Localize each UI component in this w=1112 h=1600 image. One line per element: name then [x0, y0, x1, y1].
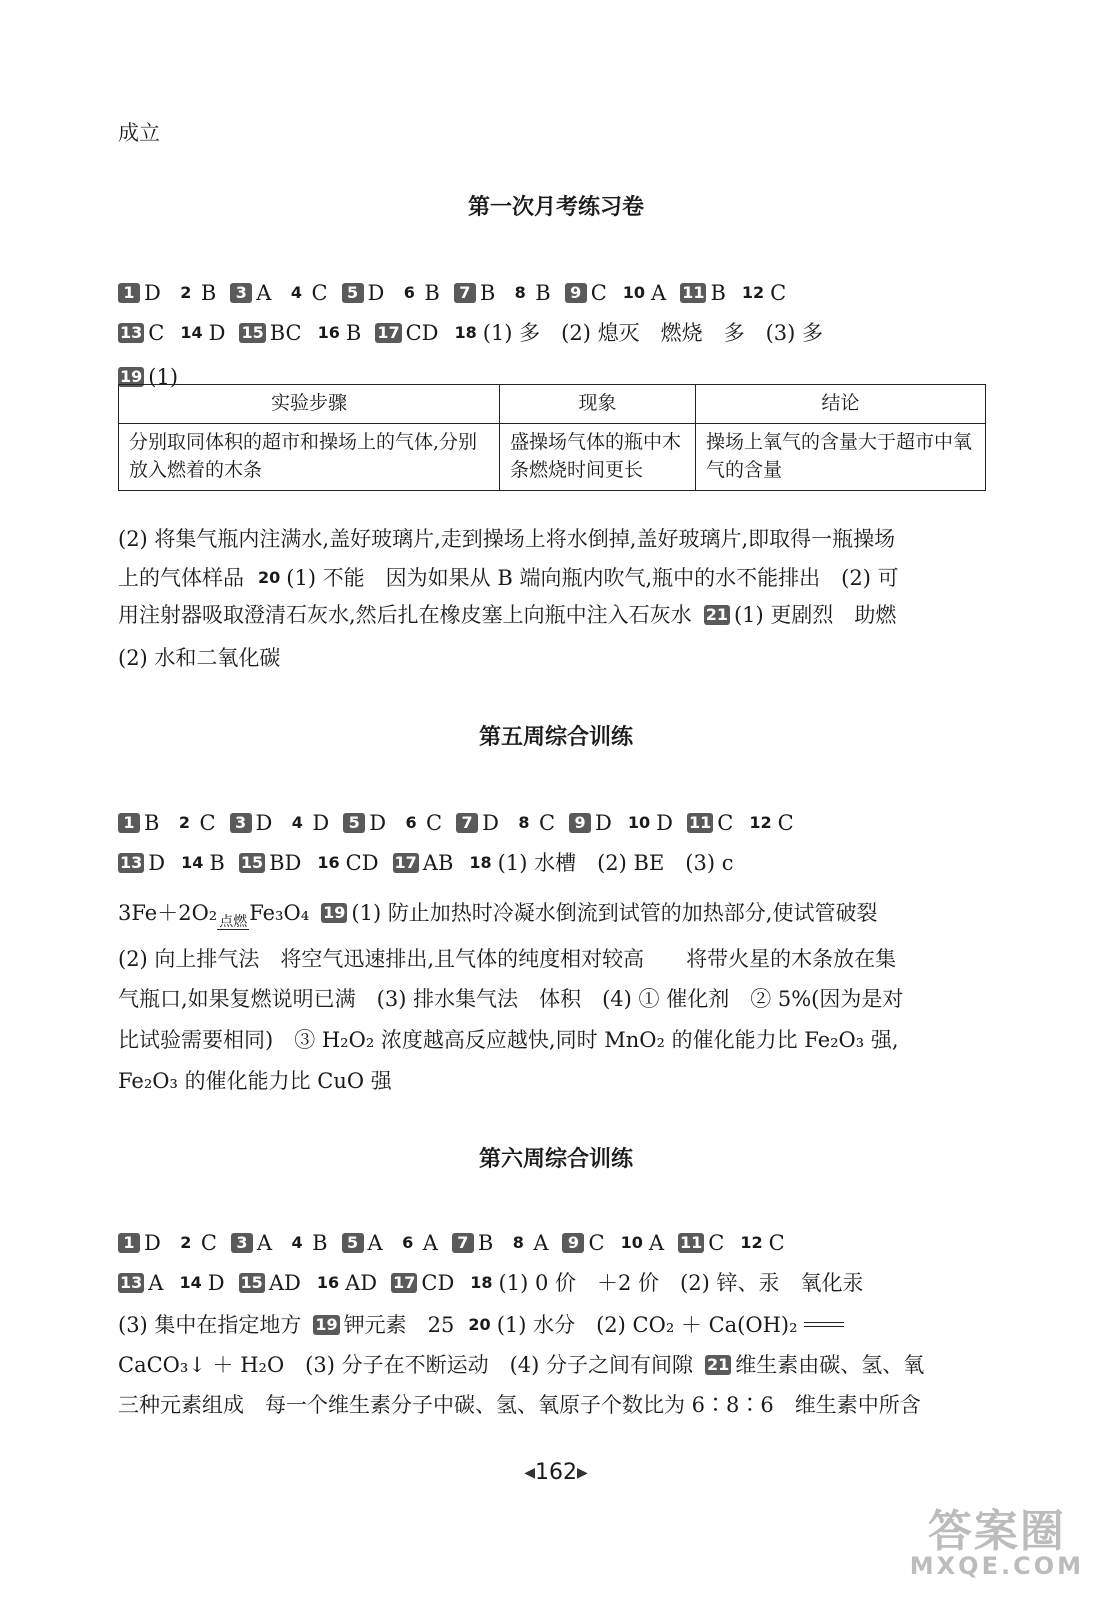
answer-item [740, 278, 786, 308]
answer-item [118, 318, 164, 348]
answer-item [391, 1268, 454, 1298]
answer-text: (1) 水分 (2) CO₂ ＋ Ca(OH)₂ [496, 1313, 798, 1337]
answer-paragraph: 三种元素组成 每一个维生素分子中碳、氢、氧原子个数比为 6∶8∶6 维生素中所含 [118, 1393, 921, 1417]
answer-choice: C [717, 811, 734, 835]
question-number: 10 [622, 283, 646, 302]
answer-item [285, 278, 327, 308]
answer-choice: B [477, 1231, 494, 1255]
answer-item [118, 808, 159, 838]
question-number: 8 [514, 283, 526, 302]
answer-item [452, 318, 823, 348]
answer-item [452, 1228, 493, 1258]
answer-choice: A [256, 1231, 273, 1255]
question-number: 18 [469, 853, 492, 872]
answer-choice: CD [405, 321, 439, 345]
answer-item [565, 278, 607, 308]
watermark-logo [909, 1506, 1084, 1580]
table-cell: 操场上氧气的含量大于超市中氧气的含量 [696, 424, 986, 491]
equals-sign [804, 1322, 844, 1327]
answer-choice: C [200, 1231, 217, 1255]
answer-choice: (1) 0 价 ＋2 价 (2) 锌、汞 氧化汞 [498, 1271, 864, 1295]
answer-item [239, 318, 301, 348]
answer-text: 钾元素 25 [343, 1313, 455, 1337]
question-number-badge: 13 [120, 1273, 143, 1292]
question-number-badge: 9 [562, 1233, 584, 1253]
answer-choice: B [710, 281, 726, 305]
answer-item [286, 808, 329, 838]
question-number-badge: 15 [241, 323, 264, 342]
table-header-cell: 现象 [500, 385, 696, 424]
reaction-condition: 点燃 [219, 914, 248, 930]
answer-item [562, 1228, 604, 1258]
answer-item [230, 808, 273, 838]
question-number: 10 [627, 813, 651, 832]
equation-left: 3Fe＋2O₂ [118, 901, 218, 925]
answer-item [678, 1228, 724, 1258]
question-number: 6 [405, 813, 417, 832]
question-number-badge: 17 [393, 1273, 416, 1292]
left-triangle-icon: ◀ [524, 1465, 535, 1481]
answer-item [239, 1268, 301, 1298]
question-number-badge: 19 [323, 903, 346, 922]
answer-text: 维生素由碳、氢、氧 [735, 1353, 925, 1377]
question-number-badge: 15 [240, 853, 264, 872]
answer-item [343, 808, 386, 838]
answers-row [118, 278, 998, 308]
answer-choice: D [208, 321, 226, 345]
answer-item [454, 278, 495, 308]
answer-item [231, 1228, 272, 1258]
answer-item [173, 808, 215, 838]
answer-item [621, 278, 666, 308]
answer-choice: CD [345, 851, 379, 875]
answer-paragraph: (2) 将集气瓶内注满水,盖好玻璃片,走到操场上将水倒掉,盖好玻璃片,即取得一瓶操场 [118, 527, 896, 551]
answer-choice: D [148, 851, 166, 875]
answers-row [118, 1228, 998, 1258]
question-number-badge: 5 [343, 813, 365, 833]
question-number-badge: 11 [682, 283, 705, 302]
question-number: 14 [180, 323, 203, 342]
answer-item [513, 808, 555, 838]
question-number-badge: 19 [120, 367, 143, 386]
question-number: 12 [741, 283, 765, 302]
answer-item [687, 808, 733, 838]
answer-paragraph [118, 600, 998, 630]
equation-line [118, 898, 998, 936]
answer-paragraph: 气瓶口,如果复燃说明已满 (3) 排水集气法 体积 (4) ① 催化剂 ② 5%(因为是对 [118, 987, 904, 1011]
answer-item [118, 848, 165, 878]
answer-choice: A [148, 1271, 164, 1295]
question-number: 6 [403, 283, 415, 302]
answer-item [626, 808, 673, 838]
question-number-badge: 9 [569, 813, 591, 833]
question-number: 6 [402, 1233, 414, 1252]
answer-item [680, 278, 726, 308]
answer-choice: C [148, 321, 165, 345]
answer-item [239, 848, 302, 878]
answer-item [747, 808, 793, 838]
answer-item [175, 278, 216, 308]
answer-choice: D [656, 811, 673, 835]
answer-item [393, 848, 454, 878]
answer-text: (1) 防止加热时冷凝水倒流到试管的加热部分,使试管破裂 [351, 901, 878, 925]
answer-text: (1) 不能 因为如果从 B 端向瓶内吹气,瓶中的水不能排出 (2) 可 [286, 566, 899, 590]
answer-choice: D [312, 811, 330, 835]
question-number-badge: 13 [120, 323, 143, 342]
question-number-badge: 11 [689, 813, 712, 832]
question-number-badge: 5 [342, 283, 364, 303]
answer-choice: C [588, 1231, 605, 1255]
answer-choice: A [422, 1231, 438, 1255]
answer-choice: C [777, 811, 794, 835]
answer-choice: C [311, 281, 328, 305]
answer-item [738, 1228, 784, 1258]
question-number-badge: 9 [565, 283, 587, 303]
question-number-badge: 17 [394, 853, 417, 872]
answer-paragraph: (2) 水和二氧化碳 [118, 646, 281, 670]
answer-item [315, 848, 378, 878]
question-number: 16 [316, 1273, 340, 1292]
question-number-badge: 1 [118, 1233, 140, 1253]
answer-choice: B [200, 281, 217, 305]
answer-choice: A [533, 1231, 549, 1255]
answer-choice: B [345, 321, 362, 345]
answer-choice: D [144, 281, 161, 305]
answers-row [118, 808, 998, 838]
answer-choice: B [535, 281, 551, 305]
answer-choice: B [144, 811, 160, 835]
answer-choice: D [144, 1231, 161, 1255]
question-number: 14 [179, 1273, 202, 1292]
question-number: 4 [291, 813, 303, 832]
answer-item [230, 278, 271, 308]
carryover-text: 成立 [118, 121, 160, 145]
answer-item [619, 1228, 664, 1258]
page-number-text: 162 [535, 1460, 577, 1485]
answers-row [118, 1268, 998, 1298]
answer-item [286, 1228, 327, 1258]
answer-choice: D [207, 1271, 225, 1295]
watermark-main: 答案圈 [927, 1506, 1066, 1557]
answer-item [507, 1228, 548, 1258]
question-number-badge: 7 [454, 283, 476, 303]
question-number: 2 [180, 283, 192, 302]
answer-text: CaCO₃↓ ＋ H₂O (3) 分子在不断运动 (4) 分子之间有间隙 [118, 1353, 694, 1377]
answers-row [118, 848, 998, 878]
table-cell: 盛操场气体的瓶中木条燃烧时间更长 [500, 424, 696, 491]
question-number-badge: 11 [680, 1233, 703, 1252]
question-number-badge: 19 [315, 1315, 338, 1334]
question-number: 4 [291, 1233, 303, 1252]
question-number: 18 [470, 1273, 493, 1292]
answer-choice: (1) 水槽 (2) BE (3) c [497, 851, 734, 875]
section-title-1: 第一次月考练习卷 [467, 194, 644, 220]
answer-choice: B [209, 851, 225, 875]
answer-text: (3) 集中在指定地方 [118, 1313, 302, 1337]
answer-choice: AD [345, 1271, 378, 1295]
answer-choice: AB [422, 851, 454, 875]
question-number: 12 [749, 813, 772, 832]
question-number: 20 [258, 568, 281, 587]
question-number-badge: 21 [705, 605, 728, 624]
answer-paragraph [118, 1350, 998, 1380]
answer-choice: A [651, 281, 667, 305]
question-number-badge: 3 [230, 813, 252, 833]
answer-item [118, 278, 161, 308]
answer-choice: BD [269, 851, 302, 875]
answer-item [569, 808, 612, 838]
answer-paragraph: (2) 向上排气法 将空气迅速排出,且气体的纯度相对较高 将带火星的木条放在集 [118, 947, 897, 971]
question-number: 18 [454, 323, 477, 342]
experiment-table [118, 384, 986, 491]
answer-choice: A [648, 1231, 664, 1255]
answer-choice: C [770, 281, 787, 305]
question-number-badge: 21 [707, 1355, 730, 1374]
question-number: 20 [468, 1315, 491, 1334]
question-number: 10 [620, 1233, 643, 1252]
watermark-sub: MXQE.COM [909, 1552, 1084, 1580]
question-number: 8 [512, 1233, 524, 1252]
question-number-badge: 3 [230, 283, 252, 303]
answer-choice: D [255, 811, 273, 835]
question-number-badge: 7 [452, 1233, 474, 1253]
answer-choice: CD [421, 1271, 455, 1295]
answer-item [375, 318, 438, 348]
answer-choice: BC [269, 321, 302, 345]
question-number: 12 [740, 1233, 763, 1252]
answer-choice: B [424, 281, 440, 305]
answer-choice: A [256, 281, 272, 305]
question-number-badge: 7 [456, 813, 478, 833]
answers-row [118, 318, 998, 348]
question-number: 2 [180, 1233, 192, 1252]
answer-item [400, 808, 442, 838]
question-number-badge: 17 [377, 323, 400, 342]
answer-paragraph [118, 563, 998, 593]
question-number-badge: 15 [240, 1273, 263, 1292]
answer-choice: A [367, 1231, 383, 1255]
answer-paragraph: Fe₂O₃ 的催化能力比 CuO 强 [118, 1069, 392, 1093]
question-number-badge: 1 [118, 813, 140, 833]
answer-text: 上的气体样品 [118, 566, 244, 590]
answer-item [177, 1268, 224, 1298]
answer-paragraph: 比试验需要相同) ③ H₂O₂ 浓度越高反应越快,同时 MnO₂ 的催化能力比 Fe₂O₃ 强, [118, 1028, 899, 1052]
answer-text: (1) 更剧烈 助燃 [733, 603, 897, 627]
answer-choice: D [367, 281, 385, 305]
question-number: 14 [181, 853, 204, 872]
answer-item [315, 1268, 377, 1298]
answer-choice: C [768, 1231, 785, 1255]
section-title-3: 第六周综合训练 [478, 1146, 633, 1172]
answer-choice: C [708, 1231, 725, 1255]
answer-paragraph [118, 1310, 998, 1340]
answer-item [509, 278, 550, 308]
answer-choice: D [369, 811, 387, 835]
answer-item [456, 808, 499, 838]
equation-right: Fe₃O₄ [249, 901, 310, 925]
question-number-badge: 1 [118, 283, 140, 303]
answer-choice: B [479, 281, 496, 305]
answer-choice: B [312, 1231, 328, 1255]
table-header-cell: 结论 [696, 385, 986, 424]
question-number-badge: 3 [231, 1233, 253, 1253]
answer-choice: C [538, 811, 556, 835]
answer-choice: AD [268, 1271, 301, 1295]
answer-item [118, 1268, 163, 1298]
answer-item [342, 1228, 383, 1258]
question-number: 16 [317, 853, 340, 872]
question-number: 8 [518, 813, 530, 832]
table-header-row [119, 385, 986, 424]
answer-item [467, 848, 733, 878]
question-number: 2 [178, 813, 190, 832]
table-row [119, 424, 986, 491]
right-triangle-icon: ▶ [577, 1465, 588, 1481]
question-number: 4 [290, 283, 303, 302]
answer-item [178, 318, 225, 348]
answer-item [118, 1228, 161, 1258]
answer-choice: C [590, 281, 607, 305]
answer-item [398, 278, 439, 308]
page-number [0, 1460, 1112, 1485]
answer-choice: D [482, 811, 499, 835]
answer-choice: C [426, 811, 443, 835]
answer-choice: (1) 多 (2) 熄灭 燃烧 多 (3) 多 [482, 321, 824, 345]
question-number-badge: 5 [342, 1233, 364, 1253]
question-number: 16 [317, 323, 340, 342]
answer-text: 用注射器吸取澄清石灰水,然后扎在橡皮塞上向瓶中注入石灰水 [118, 603, 692, 627]
table-cell: 分别取同体积的超市和操场上的气体,分别放入燃着的木条 [119, 424, 500, 491]
question-number-badge: 13 [120, 853, 143, 872]
table-header-cell: 实验步骤 [119, 385, 500, 424]
answer-item [468, 1268, 863, 1298]
answer-item [179, 848, 225, 878]
answer-item [175, 1228, 217, 1258]
answer-item [342, 278, 385, 308]
answer-item [397, 1228, 438, 1258]
answer-item [316, 318, 362, 348]
section-title-2: 第五周综合训练 [478, 724, 633, 750]
answer-text: (1) [148, 365, 179, 389]
answer-choice: D [595, 811, 612, 835]
answer-choice: C [199, 811, 216, 835]
